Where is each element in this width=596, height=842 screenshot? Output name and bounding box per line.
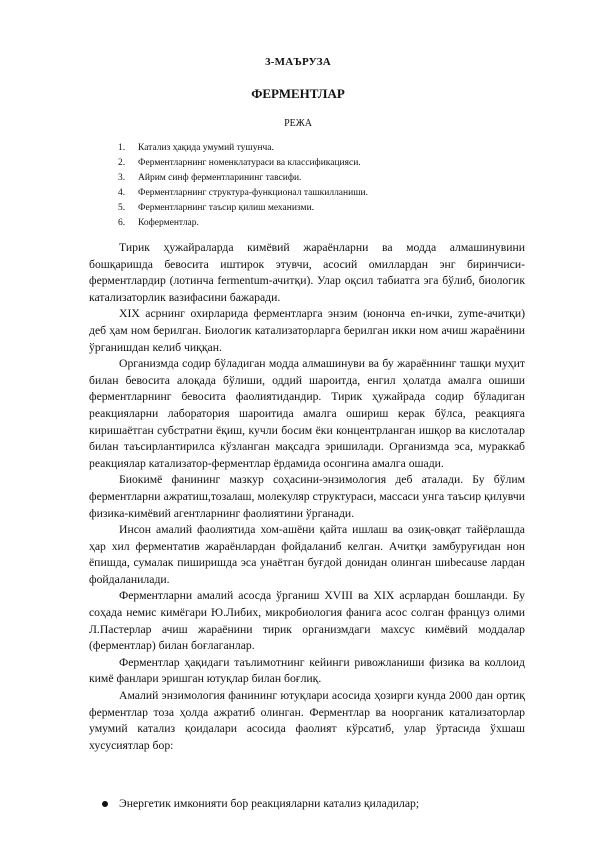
outline-text: Ферментларнинг структура-функционал ташкилланиши. <box>138 188 368 198</box>
body-text <box>89 240 525 754</box>
paragraph: Тирик ҳужайраларда кимёвий жараёнларни ва модда алмашинувини бошқаришда бевосита иштирок этувчи, асосий омиллардан энг биринчиси- ферментлардир (лотинча fermentum-ачитқи). Улар оқсил табиатга эга бўлиб, биологик катализаторлик вазифасини бажаради. <box>89 241 525 304</box>
outline-item <box>118 186 538 201</box>
outline-list <box>118 141 538 231</box>
paragraph: Инсон амалий фаолиятида хом-ашёни қайта ишлаш ва озиқ-овқат тайёрлашда ҳар хил ферментатив жараёнлардан фойдаланиб келган. Ачитқи замбуруғидан нон ёпишда, сумалак пиширишда эса унаётган буғдой донидан олинган шиbecause лардан фойдаланилади. <box>89 523 525 586</box>
outline-text: Коферментлар. <box>138 218 199 228</box>
paragraph: Амалий энзимология фанининг ютуқлари асосида ҳозирги кунда 2000 дан ортиқ ферментлар тоза ҳолда ажратиб олинган. Ферментлар ва ноорганик катализаторлар умумий катализ қоидалари асосида фаолият кўрсатиб, улар ўртасида ўхшаш хусусиятлар бор: <box>89 689 525 752</box>
bullet-icon <box>102 801 108 807</box>
outline-item <box>118 171 538 186</box>
outline-item <box>118 141 538 156</box>
outline-text: Катализ ҳақида умумий тушунча. <box>138 143 274 153</box>
outline-text: Айрим синф ферментларининг тавсифи. <box>138 173 302 183</box>
outline-number: 1. <box>118 143 126 153</box>
paragraph: Ферментлар ҳақидаги таълимотнинг кейинги ривожланиши физика ва коллоид кимё фанлари эришган ютуқлар билан боғлиқ. <box>89 655 525 686</box>
paragraph: Организмда содир бўладиган модда алмашинуви ва бу жараённинг ташқи муҳит билан бевосита алоқада бўлиши, оддий шароитда, енгил ҳолатда амалга ошиши ферментларнинг бевосита фаолиятидандир. Тирик ҳужайрада содир бўладиган реакцияларни лаборатория шароитида амалга ошириш керак бўлса, реакцияга киришаётган субстратни ёқиш, кучли босим ёки концентрланган ишқор ва кислоталар билан таъсирлантирилса кўзланган мақсадга эришилади. Организмда эса, мураккаб реакциялар катализатор-ферментлар ёрдамида осонгина амалга ошади. <box>89 357 525 470</box>
outline-number: 6. <box>118 218 126 228</box>
paragraph: XIX асрнинг охирларида ферментларга энзим (юнонча en-ички, zyme-ачитқи) деб ҳам ном берилган. Биологик катализаторларга берилган икки ном ачиш жараёнини ўрганишдан келиб чиққан. <box>89 307 525 354</box>
outline-item <box>118 156 538 171</box>
plan-heading: РЕЖА <box>284 118 312 129</box>
outline-number: 5. <box>118 203 126 213</box>
page-title: ФЕРМЕНТЛАР <box>251 86 345 101</box>
paragraph: Ферментларни амалий асосда ўрганиш XVIII ва XIX асрлардан бошланди. Бу соҳада немис кимёгари Ю.Либих, микробиология фанига асос солган француз олими Л.Пастерлар ачиш жараёнини тирик организмдаги махсус кимёвий моддалар (ферментлар) билан боғлаганлар. <box>89 589 525 653</box>
bullet-item <box>89 796 525 813</box>
outline-number: 4. <box>118 188 126 198</box>
bullet-list <box>89 796 525 813</box>
lecture-number: 3-МАЪРУЗА <box>265 56 331 68</box>
outline-item <box>118 201 538 216</box>
outline-text: Ферментларнинг таъсир қилиш механизми. <box>138 203 315 213</box>
outline-text: Ферментларнинг номенклатураси ва классификацияси. <box>138 158 361 168</box>
outline-number: 2. <box>118 158 126 168</box>
outline-number: 3. <box>118 173 126 183</box>
bullet-text: Энергетик имконияти бор реакцияларни катализ қиладилар; <box>119 797 420 810</box>
outline-item <box>118 216 538 231</box>
paragraph: Биокимё фанининг мазкур соҳасини-энзимология деб аталади. Бу бўлим ферментларни ажратиш,тозалаш, молекуляр структураси, массаси унга таъсир қилувчи физика-кимёвий агентларнинг фаолиятини ўрганади. <box>89 473 525 520</box>
